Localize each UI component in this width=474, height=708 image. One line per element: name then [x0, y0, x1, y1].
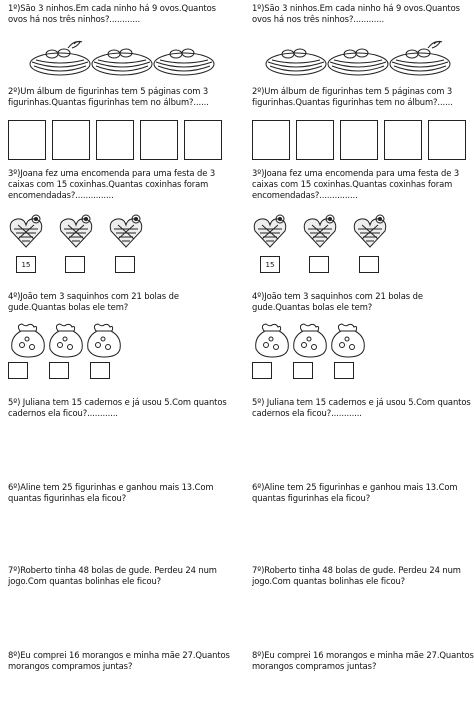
answer-box[interactable]	[90, 362, 110, 379]
question-3: 3º)Joana fez uma encomenda para uma festa de 3 caixas com 15 coxinhas.Quantas coxinhas foram encomendadas?...............	[252, 168, 460, 200]
answer-box[interactable]	[184, 120, 222, 160]
nest-icon	[264, 38, 454, 78]
bag-icon	[8, 321, 156, 359]
answer-box-filled[interactable]: 15	[260, 256, 280, 273]
candy-box-icon	[8, 213, 156, 251]
answer-box[interactable]	[49, 362, 69, 379]
candy-box-icon	[252, 213, 400, 251]
question-4: 4º)João tem 3 saquinhos com 21 bolas de gude.Quantas bolas ele tem?	[8, 291, 179, 312]
question-1: 1º)São 3 ninhos.Em cada ninho há 9 ovos.Quantos ovos há nos três ninhos?............	[8, 3, 216, 24]
answer-box[interactable]	[359, 256, 379, 273]
answer-box[interactable]	[293, 362, 313, 379]
question-7: 7º)Roberto tinha 48 bolas de gude. Perdeu 24 num jogo.Com quantas bolinhas ele ficou?	[252, 565, 461, 586]
answer-box[interactable]	[340, 120, 378, 160]
question-5: 5º) Juliana tem 15 cadernos e já usou 5.Com quantos cadernos ela ficou?............	[8, 397, 227, 418]
question-1: 1º)São 3 ninhos.Em cada ninho há 9 ovos.Quantos ovos há nos três ninhos?............	[252, 3, 460, 24]
question-5: 5º) Juliana tem 15 cadernos e já usou 5.Com quantos cadernos ela ficou?............	[252, 397, 471, 418]
question-6: 6º)Aline tem 25 figurinhas e ganhou mais 13.Com quantas figurinhas ela ficou?	[8, 482, 214, 503]
answer-box-filled[interactable]: 15	[16, 256, 36, 273]
answer-box[interactable]	[96, 120, 134, 160]
question-2: 2º)Um álbum de figurinhas tem 5 páginas com 3 figurinhas.Quantas figurinhas tem no álbum?......	[252, 86, 453, 107]
answer-box[interactable]	[252, 120, 290, 160]
answer-box[interactable]	[384, 120, 422, 160]
answer-box[interactable]	[52, 120, 90, 160]
worksheet-column-right	[252, 0, 474, 708]
question-8: 8º)Eu comprei 16 morangos e minha mãe 27.Quantos morangos compramos juntas?	[8, 650, 230, 671]
answer-box[interactable]	[309, 256, 329, 273]
answer-box[interactable]	[8, 362, 28, 379]
answer-box-row-5	[8, 120, 236, 164]
question-2: 2º)Um álbum de figurinhas tem 5 páginas com 3 figurinhas.Quantas figurinhas tem no álbum?......	[8, 86, 209, 107]
answer-box[interactable]	[65, 256, 85, 273]
answer-box[interactable]	[296, 120, 334, 160]
answer-box[interactable]	[140, 120, 178, 160]
nest-icon	[28, 38, 218, 78]
worksheet-column-left	[8, 0, 236, 708]
question-3: 3º)Joana fez uma encomenda para uma festa de 3 caixas com 15 coxinhas.Quantas coxinhas foram encomendadas?...............	[8, 168, 216, 200]
answer-box-row-5	[252, 120, 474, 164]
bag-icon	[252, 321, 400, 359]
answer-box[interactable]	[334, 362, 354, 379]
question-8: 8º)Eu comprei 16 morangos e minha mãe 27.Quantos morangos compramos juntas?	[252, 650, 474, 671]
question-7: 7º)Roberto tinha 48 bolas de gude. Perdeu 24 num jogo.Com quantas bolinhas ele ficou?	[8, 565, 217, 586]
answer-box[interactable]	[428, 120, 466, 160]
answer-box[interactable]	[252, 362, 272, 379]
answer-box[interactable]	[8, 120, 46, 160]
question-6: 6º)Aline tem 25 figurinhas e ganhou mais 13.Com quantas figurinhas ela ficou?	[252, 482, 458, 503]
answer-box[interactable]	[115, 256, 135, 273]
question-4: 4º)João tem 3 saquinhos com 21 bolas de gude.Quantas bolas ele tem?	[252, 291, 423, 312]
